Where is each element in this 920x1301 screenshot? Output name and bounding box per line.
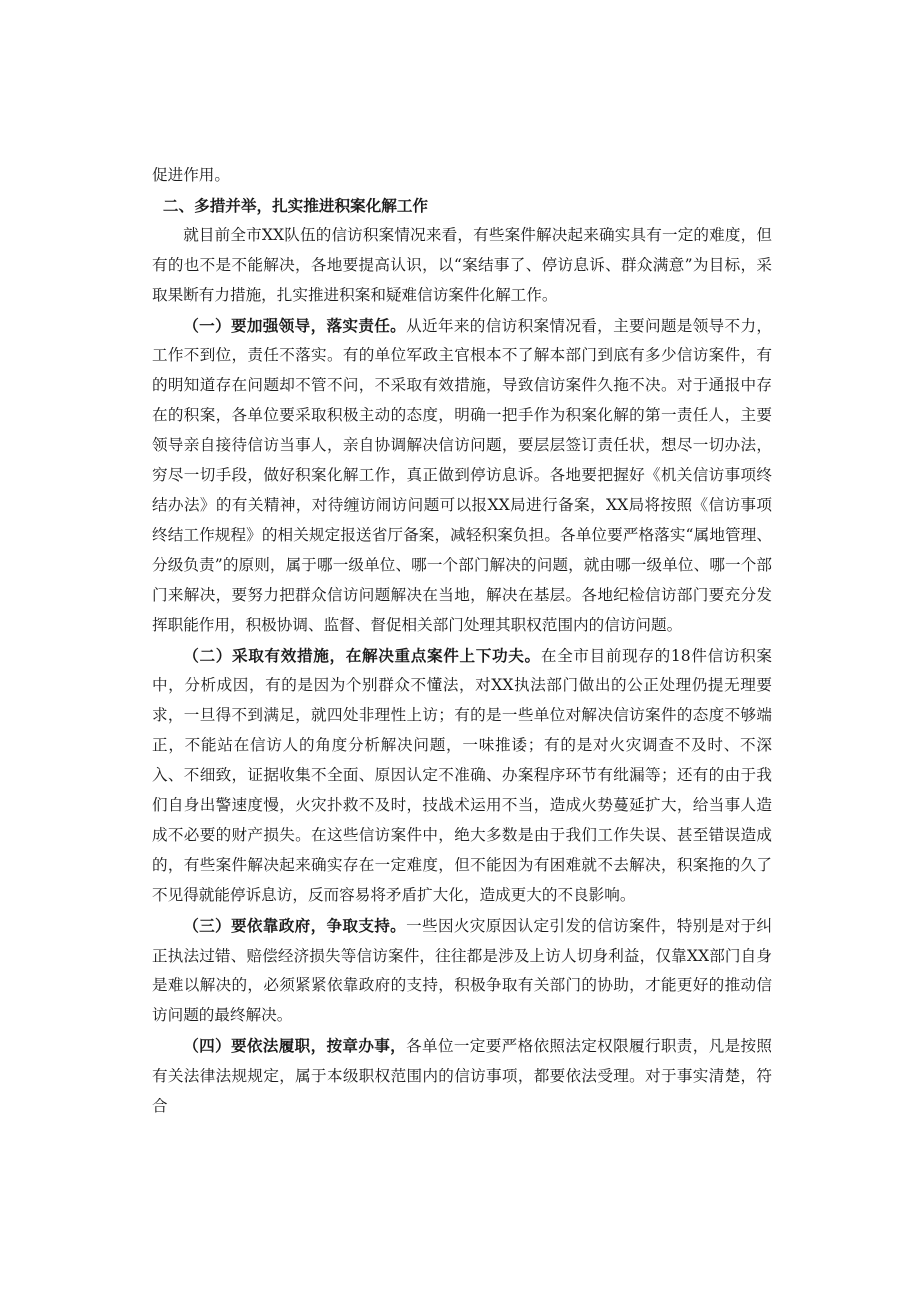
- paragraph-point-4: [152, 1031, 772, 1122]
- paragraph-text: 就目前全市XX队伍的信访积案情况来看，有些案件解决起来确实具有一定的难度，但有的也不是不能解决，各地要提高认识，以“案结事了、停访息诉、群众满意”为目标，采取果断有力措施，扎实推进积案和疑难信访案件化解工作。: [152, 225, 772, 304]
- section-heading: [152, 191, 772, 221]
- paragraph-intro: [152, 221, 772, 311]
- document-body: [152, 161, 772, 1122]
- paragraph-text: 在全市目前现存的18件信访积案中，分析成因，有的是因为个别群众不懂法，对XX执法部门做出的公正处理仍提无理要求，一旦得不到满足，就四处非理性上访；有的是一些单位对解决信访案件的态度不够端正，不能站在信访人的角度分析解决问题，一味推诿；有的是对火灾调查不及时、不深入、不细致，证据收集不全面、原因认定不准确、办案程序环节有纰漏等；还有的由于我们自身出警速度慢，火灾扑救不及时，技战术运用不当，造成火势蔓延扩大，给当事人造成不必要的财产损失。在这些信访案件中，绝大多数是由于我们工作失误、甚至错误造成的，有些案件解决起来确实存在一定难度，但不能因为有困难就不去解决，积案拖的久了不见得就能停诉息访，反而容易将矛盾扩大化，造成更大的不良影响。: [152, 646, 772, 904]
- paragraph-lead: （一）要加强领导，落实责任。: [183, 315, 407, 335]
- paragraph-lead: （三）要依靠政府，争取支持。: [183, 915, 407, 935]
- paragraph-continuation: [152, 161, 772, 191]
- heading-text: 二、多措并举，扎实推进积案化解工作: [162, 195, 429, 215]
- paragraph-lead: （四）要依法履职，按章办事，: [183, 1036, 407, 1056]
- paragraph-point-3: [152, 911, 772, 1032]
- paragraph-point-2: [152, 641, 772, 911]
- paragraph-text: 从近年来的信访积案情况看，主要问题是领导不力，工作不到位，责任不落实。有的单位军政主官根本不了解本部门到底有多少信访案件，有的明知道存在问题却不管不问，不采取有效措施，导致信访案件久拖不决。对于通报中存在的积案，各单位要采取积极主动的态度，明确一把手作为积案化解的第一责任人，主要领导亲自接待信访当事人，亲自协调解决信访问题，要层层签订责任状，想尽一切办法，穷尽一切手段，做好积案化解工作，真正做到停访息诉。各地要把握好《机关信访事项终结办法》的有关精神，对待缠访闹访问题可以报XX局进行备案，XX局将按照《信访事项终结工作规程》的相关规定报送省厅备案，减轻积案负担。各单位要严格落实“属地管理、分级负责”的原则，属于哪一级单位、哪一个部门解决的问题，就由哪一级单位、哪一个部门来解决，要努力把群众信访问题解决在当地，解决在基层。各地纪检信访部门要充分发挥职能作用，积极协调、监督、督促相关部门处理其职权范围内的信访问题。: [152, 316, 772, 634]
- paragraph-text: 促进作用。: [152, 166, 230, 184]
- paragraph-text: 各单位一定要严格依照法定权限履行职责，凡是按照有关法律法规规定，属于本级职权范围内的信访事项，都要依法受理。对于事实清楚，符合: [152, 1037, 772, 1116]
- paragraph-point-1: [152, 311, 772, 641]
- paragraph-text: 一些因火灾原因认定引发的信访案件，特别是对于纠正执法过错、赔偿经济损失等信访案件，往往都是涉及上访人切身利益，仅靠XX部门自身是难以解决的，必须紧紧依靠政府的支持，积极争取有关部门的协助，才能更好的推动信访问题的最终解决。: [152, 916, 772, 1025]
- paragraph-lead: （二）采取有效措施，在解决重点案件上下功夫。: [183, 645, 541, 665]
